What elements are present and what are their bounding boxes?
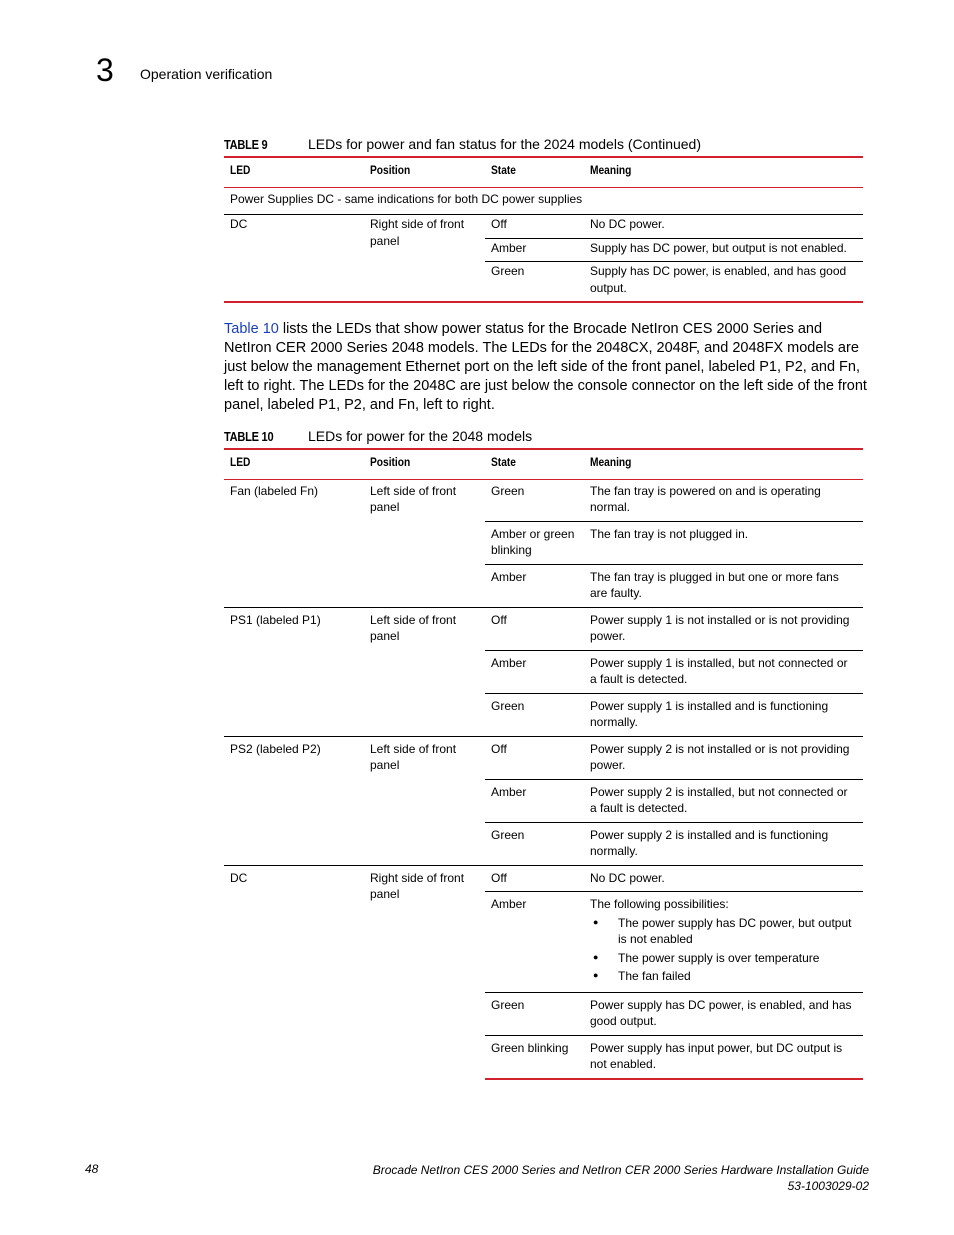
footer-info <box>373 1162 869 1194</box>
book-title: Brocade NetIron CES 2000 Series and NetIron CER 2000 Series Hardware Installation Guide <box>372 1163 869 1177</box>
position-cell: Right side of front panel <box>364 215 485 303</box>
position-cell: Left side of front panel <box>364 479 485 607</box>
meaning-cell: Power supply 1 is not installed or is not providing power. <box>584 607 863 650</box>
table10-label: TABLE 10 <box>224 429 274 444</box>
table-row <box>224 865 863 892</box>
table10-link[interactable]: Table 10 <box>224 321 279 337</box>
doc-number: 53-1003029-02 <box>787 1179 869 1193</box>
state-cell: Green <box>485 992 584 1035</box>
led-cell: PS2 (labeled P2) <box>224 736 364 865</box>
table9-caption <box>224 135 701 154</box>
led-cell: DC <box>224 215 364 303</box>
list-item: ● The power supply is over temperature <box>590 950 857 967</box>
chapter-title: Operation verification <box>140 66 273 82</box>
state-cell: Amber <box>485 779 584 822</box>
state-cell: Off <box>485 607 584 650</box>
state-cell: Off <box>485 215 584 239</box>
position-cell: Right side of front panel <box>370 870 465 901</box>
state-cell: Off <box>485 736 584 779</box>
meaning-cell: The fan tray is powered on and is operating normal. <box>584 479 863 521</box>
table-row <box>224 479 863 521</box>
table9-label: TABLE 9 <box>224 137 268 152</box>
table-row <box>224 215 863 239</box>
state-cell: Amber <box>485 892 584 993</box>
state-cell: Green <box>485 479 584 521</box>
meaning-cell: Power supply 1 is installed, but not connected or a fault is detected. <box>584 650 863 693</box>
table10-header-row <box>224 449 863 479</box>
table9-col-meaning: Meaning <box>584 157 863 187</box>
state-cell: Amber <box>485 238 584 262</box>
led-cell: Fan (labeled Fn) <box>224 479 364 607</box>
table9-col-led: LED <box>224 157 364 187</box>
possibilities-list <box>590 915 857 985</box>
state-cell: Green <box>485 693 584 736</box>
table10-caption <box>224 427 533 446</box>
state-cell: Green blinking <box>485 1035 584 1079</box>
table-row <box>224 736 863 779</box>
state-cell: Green <box>485 822 584 865</box>
table9-col-position: Position <box>364 157 485 187</box>
state-cell: Amber <box>485 650 584 693</box>
table10 <box>224 448 863 1080</box>
table-row <box>224 607 863 650</box>
position-cell: Left side of front panel <box>364 607 485 736</box>
meaning-cell: Power supply 2 is not installed or is not providing power. <box>584 736 863 779</box>
meaning-cell: Supply has DC power, but output is not enabled. <box>584 238 863 262</box>
table10-col-position: Position <box>364 449 485 479</box>
paragraph-text: lists the LEDs that show power status for the Brocade NetIron CES 2000 Series and NetIron CER 2000 Series 2048 models. The LEDs for the 2048CX, 2048F, and 2048FX models are just below the management Ethernet port on the left side of the front panel, labeled P1, P2, and Fn, left to right. The LEDs for the 2048C are just below the console connector on the left side of the front panel, labeled P1, P2, and Fn, left to right. <box>224 321 867 413</box>
state-cell: Off <box>485 865 584 892</box>
meaning-cell: Power supply 2 is installed, but not connected or a fault is detected. <box>584 779 863 822</box>
state-cell: Green <box>485 262 584 303</box>
table9 <box>224 156 863 303</box>
table10-title: LEDs for power for the 2048 models <box>308 428 533 444</box>
table10-col-state: State <box>485 449 584 479</box>
state-cell: Amber or green blinking <box>485 521 584 564</box>
meaning-cell: Power supply has input power, but DC output is not enabled. <box>584 1035 863 1079</box>
chapter-number: 3 <box>96 52 114 88</box>
meaning-intro: The following possibilities: <box>590 897 729 911</box>
meaning-cell <box>584 892 863 993</box>
table9-section-row <box>224 187 863 215</box>
meaning-cell: Power supply 2 is installed and is functioning normally. <box>584 822 863 865</box>
page-number: 48 <box>85 1162 99 1176</box>
meaning-cell: Power supply 1 is installed and is functioning normally. <box>584 693 863 736</box>
meaning-cell: Supply has DC power, is enabled, and has good output. <box>584 262 863 303</box>
state-cell: Amber <box>485 564 584 607</box>
table10-col-meaning: Meaning <box>584 449 863 479</box>
list-item: ● The power supply has DC power, but output is not enabled <box>590 915 857 948</box>
meaning-cell: The fan tray is not plugged in. <box>584 521 863 564</box>
body-paragraph <box>224 320 869 415</box>
list-item: ● The fan failed <box>590 968 857 985</box>
table9-section-cell: Power Supplies DC - same indications for both DC power supplies <box>224 187 863 215</box>
led-cell: DC <box>230 870 248 885</box>
meaning-cell: The fan tray is plugged in but one or more fans are faulty. <box>584 564 863 607</box>
meaning-cell: Power supply has DC power, is enabled, and has good output. <box>584 992 863 1035</box>
table10-col-led: LED <box>224 449 364 479</box>
table9-col-state: State <box>485 157 584 187</box>
position-cell: Left side of front panel <box>364 736 485 865</box>
meaning-cell: No DC power. <box>584 865 863 892</box>
table9-header-row <box>224 157 863 187</box>
meaning-cell: No DC power. <box>584 215 863 239</box>
led-cell: PS1 (labeled P1) <box>224 607 364 736</box>
table9-title: LEDs for power and fan status for the 2024 models (Continued) <box>308 136 701 152</box>
